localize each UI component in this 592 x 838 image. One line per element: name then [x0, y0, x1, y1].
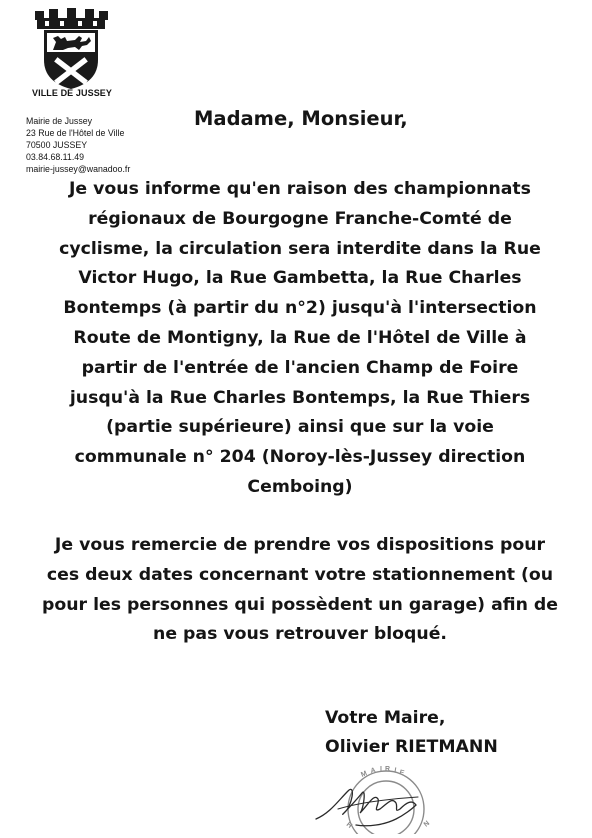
text-line: ne pas vous retrouver bloqué.: [153, 624, 447, 645]
text-line: ces deux dates concernant votre stationnement (ou: [46, 564, 554, 585]
stamp-signature-icon: [308, 763, 458, 834]
text-line: Je vous informe qu'en raison des championnats: [69, 179, 531, 199]
svg-text:I: I: [380, 766, 382, 773]
text-line: Bontemps (à partir du n°2) jusqu'à l'intersection: [63, 298, 537, 319]
text-line: régionaux de Bourgogne Franche-Comté de: [88, 208, 512, 229]
signatory-name: Olivier RIETMANN: [325, 737, 498, 757]
svg-text:N: N: [422, 819, 432, 829]
town-name: VILLE DE JUSSEY: [31, 88, 113, 98]
svg-text:E: E: [398, 769, 405, 778]
svg-text:R: R: [385, 766, 391, 773]
address-line: 23 Rue de l'Hôtel de Ville: [26, 128, 125, 139]
email-address: mairie-jussey@wanadoo.fr: [26, 164, 131, 175]
text-line: Route de Montigny, la Rue de l'Hôtel de Ville à: [73, 327, 527, 348]
text-line: communale n° 204 (Noroy-lès-Jussey direction: [74, 447, 526, 468]
text-line: (partie supérieure) ainsi que sur la voie: [106, 417, 494, 438]
text-line: Victor Hugo, la Rue Gambetta, la Rue Charles: [78, 268, 522, 289]
svg-text:M: M: [360, 770, 369, 779]
text-line: pour les personnes qui possèdent un garage) afin de: [42, 594, 558, 615]
phone-number: 03.84.68.11.49: [26, 152, 85, 163]
address-line: Mairie de Jussey: [26, 116, 93, 126]
text-line: Je vous remercie de prendre vos dispositions pour: [54, 535, 546, 555]
paragraph-parking-request: [22, 531, 578, 650]
text-line: cyclisme, la circulation sera interdite dans la Rue: [59, 238, 541, 259]
address-line: 70500 JUSSEY: [26, 140, 88, 151]
salutation: Madame, Monsieur,: [194, 107, 408, 130]
sender-address: [26, 115, 130, 175]
closing-block: [325, 704, 498, 762]
text-line: jusqu'à la Rue Charles Bontemps, la Rue Thiers: [69, 387, 531, 408]
svg-text:H: H: [344, 821, 354, 830]
svg-text:I: I: [393, 767, 397, 775]
paragraph-traffic-notice: [22, 175, 578, 503]
text-line: Cemboing): [247, 476, 353, 497]
closing-title: Votre Maire,: [325, 708, 446, 728]
text-line: partir de l'entrée de l'ancien Champ de Foire: [81, 357, 519, 378]
svg-text:A: A: [369, 767, 377, 775]
